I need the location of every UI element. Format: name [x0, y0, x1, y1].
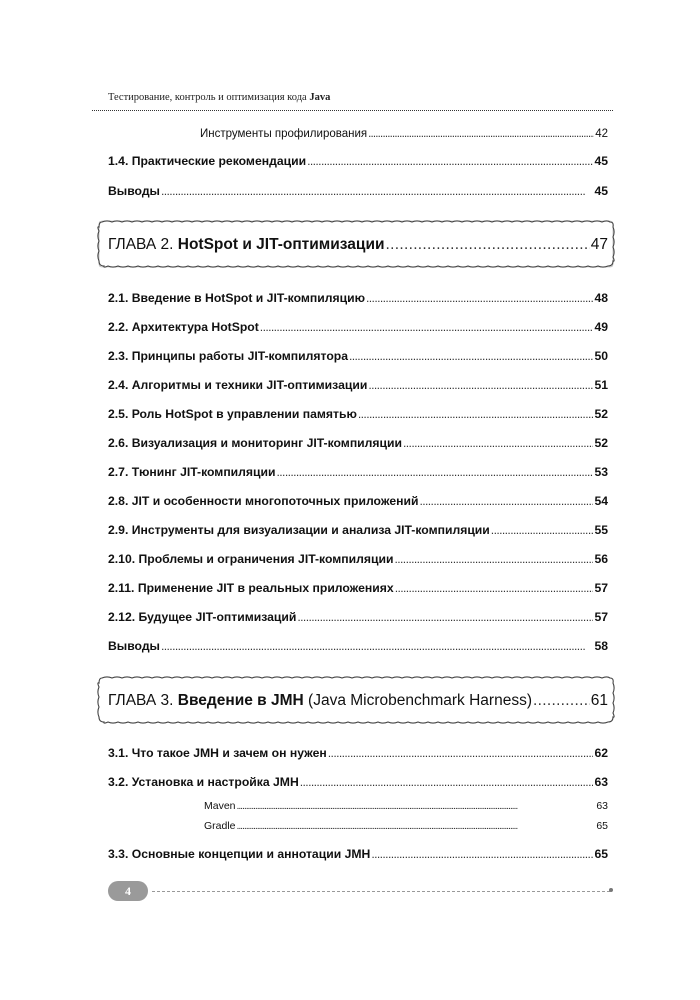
chapter-label: ГЛАВА 3.	[108, 692, 178, 709]
toc-entry-title: 2.2. Архитектура HotSpot	[108, 320, 259, 334]
page-number: 4	[125, 884, 131, 898]
toc-entry-page: 48	[594, 291, 608, 305]
leader-dots	[328, 745, 594, 761]
toc-entry[interactable]	[108, 377, 608, 393]
toc-entry[interactable]	[108, 348, 608, 364]
toc-entry-page: 57	[594, 581, 608, 595]
leader-dots	[419, 493, 593, 509]
toc-entry-title: 2.6. Визуализация и мониторинг JIT-компиляции	[108, 436, 403, 450]
toc-entry-title: 3.2. Установка и настройка JMH	[108, 775, 299, 789]
leader-dots	[386, 236, 590, 254]
toc-entry-page: 62	[594, 746, 608, 760]
leader-dots	[300, 774, 594, 790]
toc-entry-page: 45	[594, 184, 608, 198]
toc-entry-page: 52	[594, 436, 608, 450]
toc-entry-title: 1.4. Практические рекомендации	[108, 154, 307, 168]
toc-entry[interactable]	[204, 798, 608, 814]
footer-divider	[152, 891, 610, 892]
leader-dots	[297, 609, 593, 625]
toc-entry-page: 50	[594, 349, 608, 363]
leader-dots	[403, 435, 593, 451]
running-header-bold: Java	[309, 92, 331, 103]
toc-entry-page: 65	[594, 847, 608, 861]
leader-dots	[371, 846, 593, 862]
leader-dots	[237, 818, 596, 834]
leader-dots	[260, 319, 594, 335]
chapter-page: 47	[590, 236, 608, 253]
toc-entry[interactable]	[108, 522, 608, 538]
leader-dots	[349, 348, 593, 364]
leader-dots	[533, 692, 590, 710]
toc-entry-page: 42	[595, 128, 608, 140]
toc-entry-title: 2.9. Инструменты для визуализации и анализа JIT-компиляции	[108, 523, 490, 537]
toc-entry-title: 2.10. Проблемы и ограничения JIT-компиляции	[108, 552, 394, 566]
running-header-text: Тестирование, контроль и оптимизация кода	[108, 92, 310, 103]
leader-dots	[237, 798, 596, 814]
toc-entry[interactable]	[108, 319, 608, 335]
toc-entry-title: 2.12. Будущее JIT-оптимизаций	[108, 610, 297, 624]
toc-entry-title: 3.1. Что такое JMH и зачем он нужен	[108, 746, 327, 760]
toc-entry-title: Выводы	[108, 639, 160, 653]
toc-entry[interactable]	[108, 745, 608, 761]
toc-entry-title: 2.7. Тюнинг JIT-компиляции	[108, 465, 276, 479]
toc-entry[interactable]	[204, 818, 608, 834]
toc-entry[interactable]	[108, 609, 608, 625]
toc-entry-page: 51	[594, 378, 608, 392]
toc-entry-page: 52	[594, 407, 608, 421]
toc-entry[interactable]	[108, 580, 608, 596]
toc-entry-title: Выводы	[108, 184, 160, 198]
page-number-badge	[108, 881, 148, 901]
leader-dots	[394, 551, 593, 567]
toc-entry-page: 54	[594, 494, 608, 508]
leader-dots	[366, 290, 593, 306]
leader-dots	[161, 638, 593, 654]
toc-entry[interactable]	[108, 290, 608, 306]
toc-entry[interactable]	[108, 493, 608, 509]
toc-entry[interactable]	[108, 435, 608, 451]
running-header	[108, 92, 330, 103]
leader-dots	[307, 153, 593, 169]
toc-entry-title: Maven	[204, 800, 236, 812]
chapter-subtitle: (Java Microbenchmark Harness)	[303, 692, 532, 709]
leader-dots	[277, 464, 594, 480]
toc-entry[interactable]	[108, 183, 608, 199]
toc-entry-page: 53	[594, 465, 608, 479]
toc-entry-page: 45	[594, 154, 608, 168]
chapter-title: Введение в JMH	[177, 692, 304, 709]
toc-entry-page: 56	[594, 552, 608, 566]
toc-entry[interactable]	[108, 464, 608, 480]
chapter-label: ГЛАВА 2.	[108, 236, 178, 253]
toc-entry[interactable]	[108, 406, 608, 422]
toc-entry-title: 2.1. Введение в HotSpot и JIT-компиляцию	[108, 291, 366, 305]
leader-dots	[491, 522, 594, 538]
toc-entry-title: 2.8. JIT и особенности многопоточных приложений	[108, 494, 419, 508]
toc-entry[interactable]	[200, 126, 608, 142]
toc-entry[interactable]	[108, 774, 608, 790]
toc-entry-title: 2.11. Применение JIT в реальных приложениях	[108, 581, 394, 595]
toc-entry[interactable]	[108, 846, 608, 862]
chapter-page: 61	[590, 692, 608, 709]
chapter-2-heading[interactable]	[96, 218, 616, 270]
toc-entry-page: 58	[594, 639, 608, 653]
toc-entry-title: Gradle	[204, 820, 236, 832]
toc-entry-title: 3.3. Основные концепции и аннотации JMH	[108, 847, 371, 861]
leader-dots	[368, 377, 593, 393]
toc-entry-title: 2.4. Алгоритмы и техники JIT-оптимизации	[108, 378, 368, 392]
toc-entry-title: 2.5. Роль HotSpot в управлении памятью	[108, 407, 357, 421]
toc-entry[interactable]	[108, 551, 608, 567]
toc-entry-title: Инструменты профилирования	[200, 128, 368, 140]
header-divider	[92, 110, 613, 111]
footer-end-dot	[609, 888, 613, 892]
leader-dots	[395, 580, 594, 596]
toc-entry-title: 2.3. Принципы работы JIT-компилятора	[108, 349, 348, 363]
toc-entry-page: 63	[594, 775, 608, 789]
toc-entry-page: 63	[596, 800, 608, 812]
leader-dots	[358, 406, 594, 422]
toc-entry-page: 55	[594, 523, 608, 537]
leader-dots	[368, 126, 594, 142]
toc-entry-page: 57	[594, 610, 608, 624]
leader-dots	[161, 183, 593, 199]
toc-entry-page: 65	[596, 820, 608, 832]
toc-entry-page: 49	[594, 320, 608, 334]
toc-entry[interactable]	[108, 638, 608, 654]
toc-entry[interactable]	[108, 153, 608, 169]
chapter-title: HotSpot и JIT-оптимизации	[177, 236, 385, 253]
chapter-3-heading[interactable]	[96, 674, 616, 726]
